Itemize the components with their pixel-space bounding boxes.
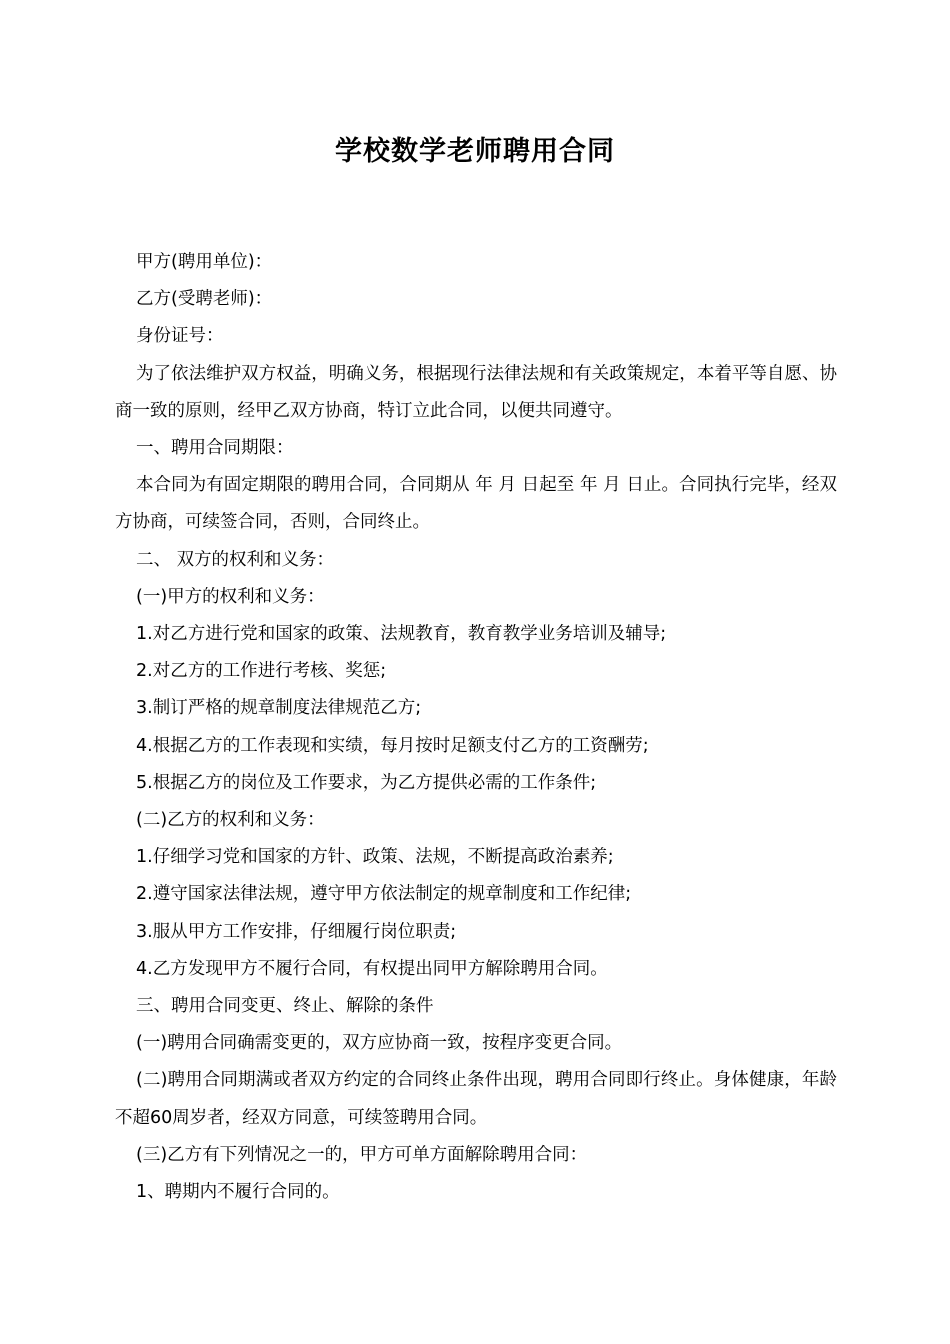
list-item: 3.服从甲方工作安排，仔细履行岗位职责;	[136, 921, 457, 942]
list-item: 1、聘期内不履行合同的。	[136, 1182, 340, 1203]
list-item: 3.制订严格的规章制度法律规范乙方;	[136, 698, 422, 719]
list-item: 2.遵守国家法律法规，遵守甲方依法制定的规章制度和工作纪律;	[136, 884, 632, 905]
list-item: 4.根据乙方的工作表现和实绩，每月按时足额支付乙方的工资酬劳;	[136, 735, 649, 756]
preamble-paragraph: 为了依法维护双方权益，明确义务，根据现行法律法规和有关政策规定，本着平等自愿、协商一致的原则，经甲乙双方协商，特订立此合同，以便共同遵守。	[115, 363, 837, 421]
section-heading-changes: 三、聘用合同变更、终止、解除的条件	[136, 996, 434, 1017]
term-paragraph: 本合同为有固定期限的聘用合同，合同期从 年 月 日起至 年 月 日止。合同执行完毕，经双方协商，可续签合同，否则，合同终止。	[115, 475, 837, 533]
subsection-party-a: (一)甲方的权利和义务：	[136, 586, 325, 607]
party-a-line: 甲方(聘用单位)：	[136, 252, 273, 272]
document-body	[115, 244, 837, 1211]
id-number-line: 身份证号：	[136, 326, 224, 347]
clause-paragraph: (三)乙方有下列情况之一的，甲方可单方面解除聘用合同：	[136, 1144, 588, 1165]
list-item: 4.乙方发现甲方不履行合同，有权提出同甲方解除聘用合同。	[136, 958, 608, 979]
list-item: 2.对乙方的工作进行考核、奖惩;	[136, 661, 387, 682]
list-item: 1.对乙方进行党和国家的政策、法规教育，教育教学业务培训及辅导;	[136, 624, 667, 645]
list-item: 5.根据乙方的岗位及工作要求，为乙方提供必需的工作条件;	[136, 772, 597, 793]
clause-paragraph: (一)聘用合同确需变更的，双方应协商一致，按程序变更合同。	[136, 1033, 623, 1054]
clause-paragraph: (二)聘用合同期满或者双方约定的合同终止条件出现，聘用合同即行终止。身体健康，年龄不超60周岁者，经双方同意，可续签聘用合同。	[115, 1070, 837, 1128]
subsection-party-b: (二)乙方的权利和义务：	[136, 810, 325, 831]
party-b-line: 乙方(受聘老师)：	[136, 289, 273, 310]
section-heading-term: 一、聘用合同期限：	[136, 438, 294, 459]
section-heading-rights: 二、 双方的权利和义务：	[136, 549, 335, 570]
list-item: 1.仔细学习党和国家的方针、政策、法规，不断提高政治素养;	[136, 847, 614, 868]
document-title: 学校数学老师聘用合同	[335, 136, 615, 167]
